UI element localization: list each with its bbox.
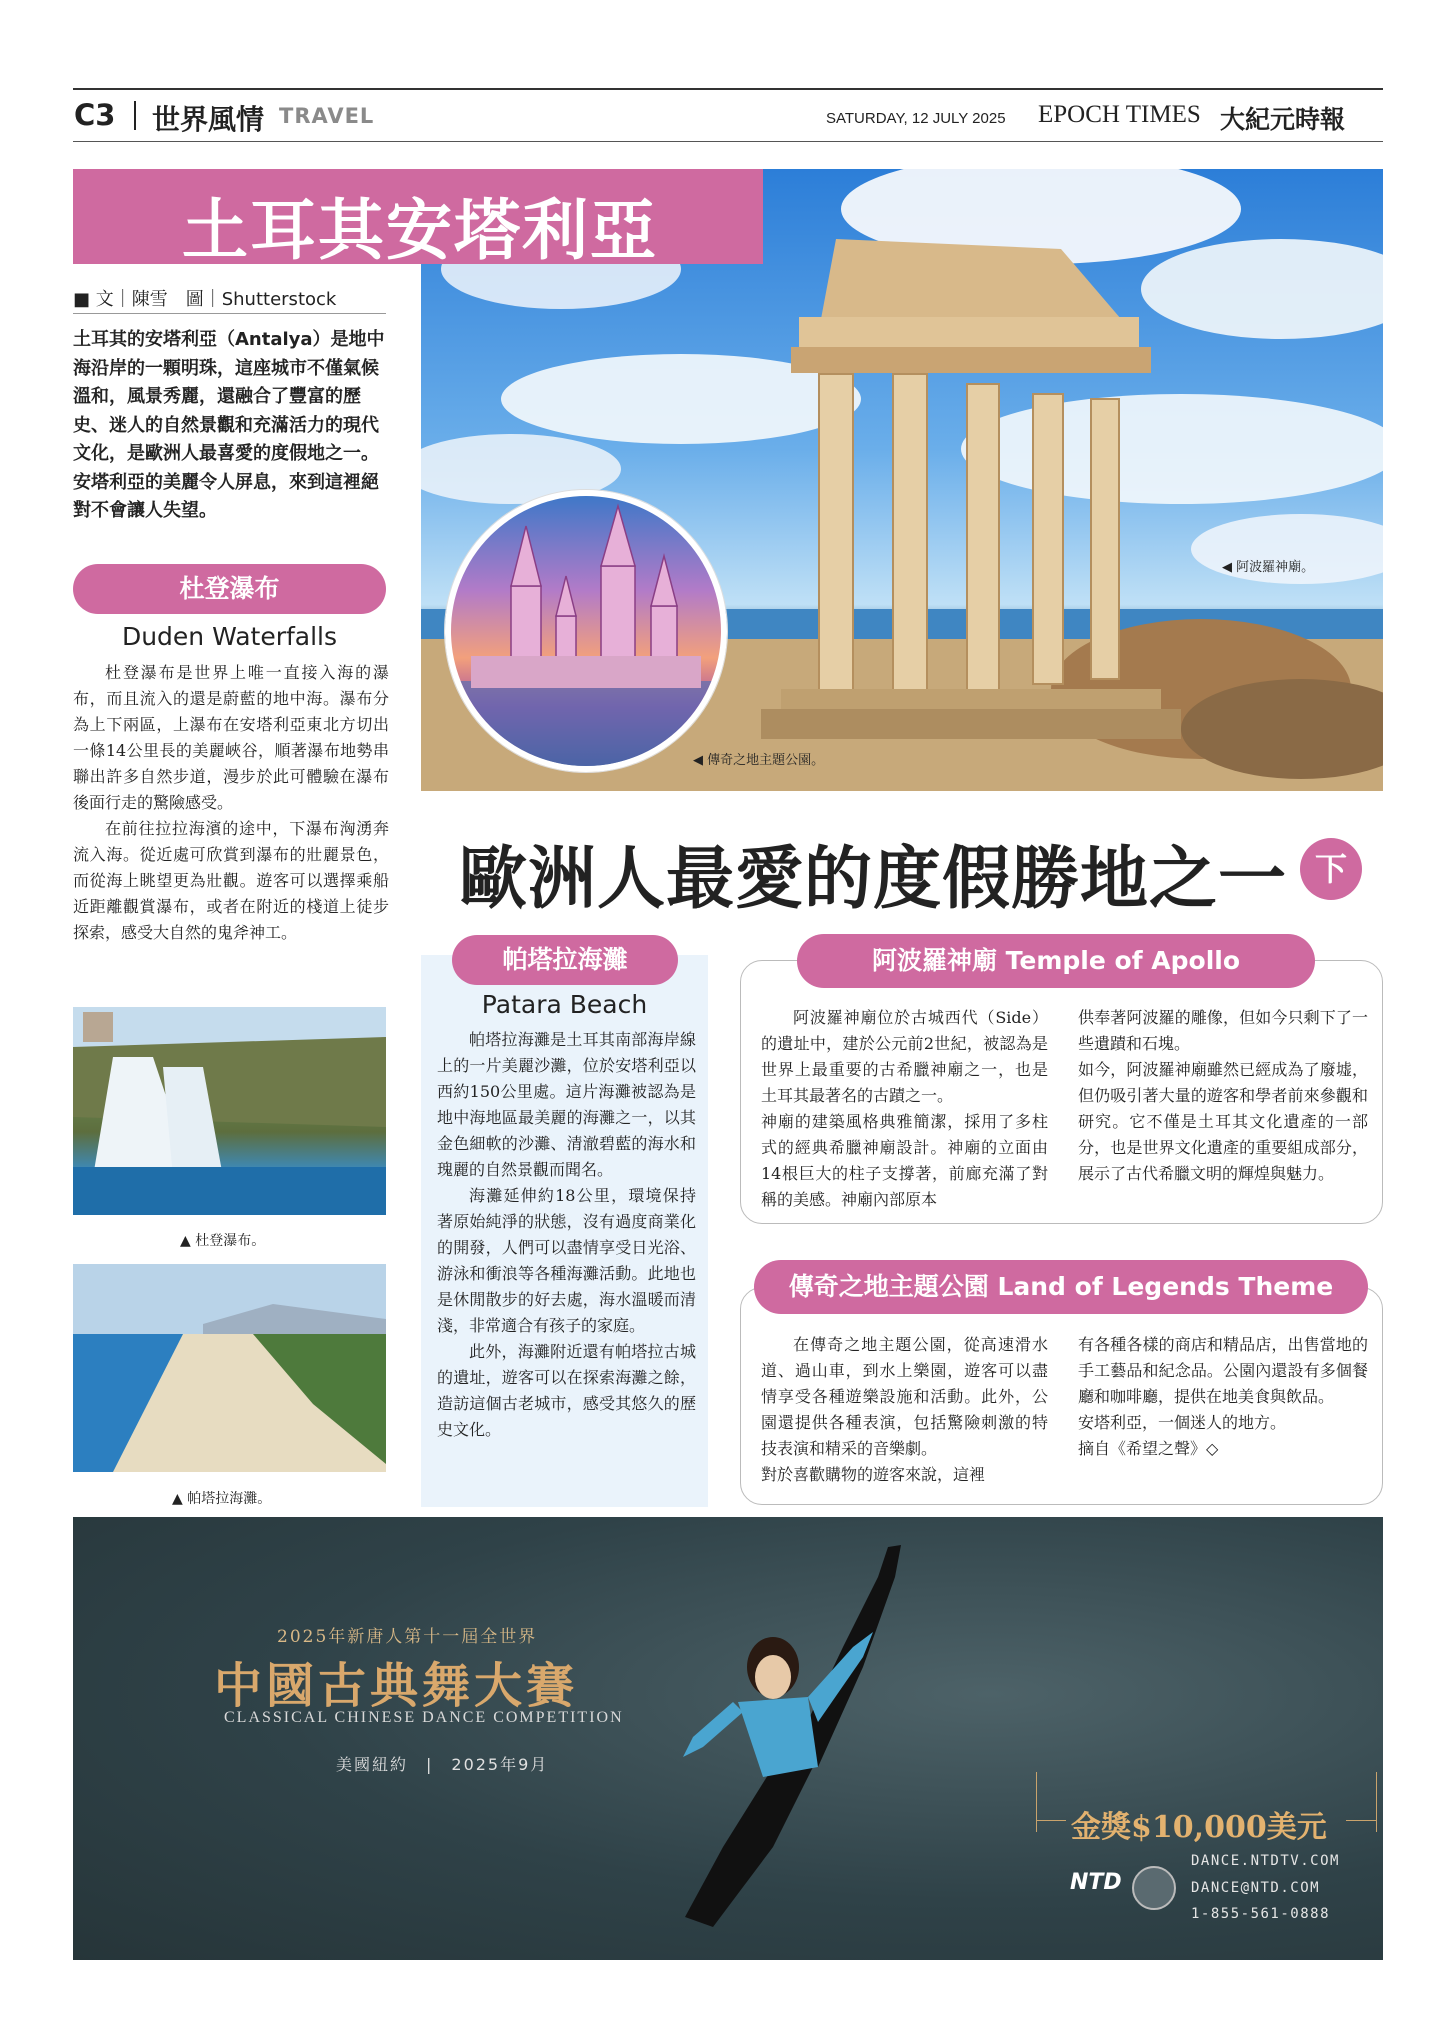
duden-body — [73, 660, 389, 946]
duden-paragraph-1: 杜登瀑布是世界上唯一直接入海的瀑布，而且流入的還是蔚藍的地中海。瀑布分為上下兩區，上瀑布在安塔利亞東北方切出一條14公里長的美麗峽谷，順著瀑布地勢串聯出許多自然步道，漫步於此可體驗在瀑布後面行走的驚險感受。 — [73, 663, 389, 812]
patara-body — [437, 1027, 696, 1443]
ad-subtitle: 2025年新唐人第十一屆全世界 — [277, 1627, 538, 1647]
ad-prize-rule-left — [1036, 1820, 1066, 1821]
ad-email-link[interactable]: DANCE@NTD.COM — [1191, 1880, 1321, 1896]
ntd-logo: NTD — [1070, 1870, 1122, 1895]
byline: ■ 文｜陳雪 圖｜Shutterstock — [73, 289, 337, 310]
ad-website-link[interactable]: DANCE.NTDTV.COM — [1191, 1853, 1340, 1869]
advertisement-dance-competition[interactable] — [73, 1517, 1383, 1960]
header-bottom-rule — [73, 141, 1383, 142]
heading-duden-waterfalls: 杜登瀑布 — [73, 564, 386, 614]
patara-paragraph-2: 海灘延伸約18公里，環境保持著原始純淨的狀態，沒有過度商業化的開發，人們可以盡情享受日光浴、游泳和衝浪等各種海灘活動。此地也是休閒散步的好去處，海水溫暖而清淺，非常適合有孩子的家庭。 — [437, 1186, 696, 1335]
intro-paragraph: 土耳其的安塔利亞（Antalya）是地中海沿岸的一顆明珠，這座城市不僅氣候溫和，風景秀麗，還融合了豐富的歷史、迷人的自然景觀和充滿活力的現代文化，是歐洲人最喜愛的度假地之一。 安塔利亞的美麗令人屏息，來到這裡絕對不會讓人失望。 — [73, 329, 385, 521]
ad-prize: 金獎$10,000美元 — [1071, 1810, 1327, 1845]
patara-paragraph-3: 此外，海灘附近還有帕塔拉古城的遺址，遊客可以在探索海灘之餘，造訪這個古老城市，感受其悠久的歷史文化。 — [437, 1342, 696, 1439]
ad-prize-rule-right — [1346, 1820, 1376, 1821]
legends-column-1: 在傳奇之地主題公園，從高速滑水道、過山車，到水上樂園，遊客可以盡情享受各種遊樂設施和活動。此外，公園還提供各種表演，包括驚險刺激的特技表演和精采的音樂劇。 對於喜歡購物的遊客來說，這裡 — [761, 1335, 1048, 1484]
header-separator — [134, 101, 136, 130]
caption-patara-beach: ▲ 帕塔拉海灘。 — [172, 1491, 272, 1507]
masthead-cn: 大紀元時報 — [1220, 105, 1346, 134]
page-number: C3 — [74, 98, 116, 132]
ad-frame-right — [1376, 1772, 1377, 1832]
patara-paragraph-1: 帕塔拉海灘是土耳其南部海岸線上的一片美麗沙灘，位於安塔利亞以西約150公里處。這片海灘被認為是地中海地區最美麗的海灘之一，以其金色細軟的沙灘、清澈碧藍的海水和瑰麗的自然景觀而聞名。 — [437, 1030, 696, 1179]
section-name-en: TRAVEL — [279, 104, 375, 128]
part-badge: 下 — [1300, 838, 1362, 900]
masthead-en: EPOCH TIMES — [1038, 101, 1201, 128]
ad-location-date: 美國紐約 | 2025年9月 — [336, 1755, 549, 1774]
photo-duden-waterfalls — [73, 1007, 386, 1215]
apollo-column-2: 供奉著阿波羅的雕像，但如今只剩下了一些遺蹟和石塊。 如今，阿波羅神廟雖然已經成為了廢墟，但仍吸引著大量的遊客和學者前來參觀和研究。它不僅是土耳其文化遺產的一部分，也是世界文化遺產的重要組成部分，展示了古代希臘文明的輝煌與魅力。 — [1078, 1008, 1368, 1183]
issue-date: SATURDAY, 12 JULY 2025 — [826, 110, 1006, 127]
subheading-patara-beach: Patara Beach — [481, 990, 648, 1019]
legends-column-2: 有各種各樣的商店和精品店，出售當地的手工藝品和紀念品。公園內還設有多個餐廳和咖啡廳，提供在地美食與飲品。 安塔利亞，一個迷人的地方。 摘自《希望之聲》◇ — [1078, 1335, 1368, 1458]
ad-title: 中國古典舞大賽 — [214, 1658, 579, 1714]
heading-temple-of-apollo: 阿波羅神廟 Temple of Apollo — [797, 934, 1315, 988]
caption-land-of-legends: ◀ 傳奇之地主題公園。 — [693, 753, 825, 768]
heading-land-of-legends: 傳奇之地主題公園 Land of Legends Theme Park — [754, 1260, 1368, 1314]
ad-title-en: CLASSICAL CHINESE DANCE COMPETITION — [224, 1709, 624, 1726]
subheading-duden-waterfalls: Duden Waterfalls — [121, 622, 338, 651]
apollo-column-1: 阿波羅神廟位於古城西代（Side）的遺址中，建於公元前2世紀，被認為是世界上最重要的古希臘神廟之一，也是土耳其最著名的古蹟之一。 神廟的建築風格典雅簡潔，採用了多柱式的經典希臘神廟設計。神廟的立面由14根巨大的柱子支撐著，前廊充滿了對稱的美感。神廟內部原本 — [761, 1008, 1048, 1209]
duden-paragraph-2: 在前往拉拉海濱的途中，下瀑布洶湧奔流入海。從近處可欣賞到瀑布的壯麗景色，而從海上眺望更為壯觀。遊客可以選擇乘船近距離觀賞瀑布，或者在附近的棧道上徒步探索，感受大自然的鬼斧神工。 — [73, 819, 389, 942]
caption-duden-waterfalls: ▲ 杜登瀑布。 — [180, 1233, 266, 1249]
header-top-rule — [73, 88, 1383, 90]
section-name-cn: 世界風情 — [152, 103, 265, 136]
ad-phone: 1-855-561-0888 — [1191, 1906, 1331, 1922]
headline: 歐洲人最愛的度假勝地之一 — [459, 840, 1288, 919]
ad-frame-left — [1036, 1772, 1037, 1832]
competition-seal-icon — [1132, 1866, 1176, 1910]
caption-temple-of-apollo: ◀ 阿波羅神廟。 — [1222, 560, 1315, 575]
heading-patara-beach: 帕塔拉海灘 — [452, 935, 678, 985]
inset-photo-land-of-legends — [445, 490, 727, 772]
page-title: 土耳其安塔利亞 — [182, 192, 658, 269]
photo-patara-beach — [73, 1264, 386, 1472]
byline-rule — [73, 313, 386, 314]
